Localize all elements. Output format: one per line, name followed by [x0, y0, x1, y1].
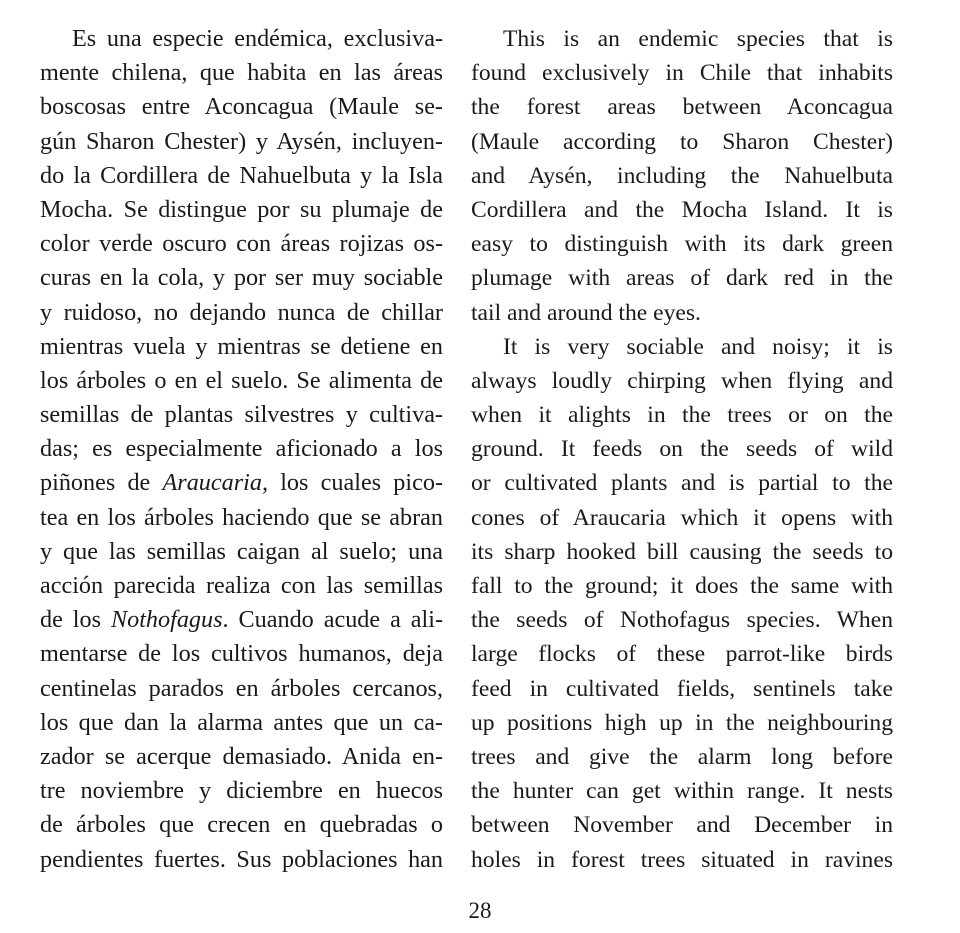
text-line: and Aysén, including the Nahuelbuta: [471, 162, 893, 189]
text-line: the forest areas between Aconcagua: [471, 94, 893, 121]
text-line: between November and December in: [471, 812, 893, 839]
text-line: holes in forest trees situated in ravines: [471, 846, 893, 873]
text-line: ground. It feeds on the seeds of wild: [471, 436, 893, 463]
text-line: cones of Araucaria which it opens with: [471, 504, 893, 531]
text-line: the hunter can get within range. It nests: [471, 778, 893, 805]
text-line: up positions high up in the neighbouring: [471, 709, 893, 736]
text-line: fall to the ground; it does the same with: [471, 573, 893, 599]
text-line: curas en la cola, y por ser muy sociable: [40, 264, 443, 292]
text-line: mente chilena, que habita en las áreas: [40, 59, 443, 87]
text-line: (Maule according to Sharon Chester): [471, 128, 893, 155]
text-line: trees and give the alarm long before: [471, 743, 893, 770]
text-line: plumage with areas of dark red in the: [471, 265, 893, 292]
text-line: feed in cultivated fields, sentinels take: [471, 675, 893, 702]
italic-genus-name: Araucaria,: [162, 469, 268, 497]
text-line: or cultivated plants and is partial to the: [471, 470, 893, 497]
text-line: pendientes fuertes. Sus poblaciones han: [40, 845, 443, 873]
text-line: the seeds of Nothofagus species. When: [471, 607, 893, 634]
text-line: Es una especie endémica, exclusiva-: [72, 25, 443, 52]
text-run: los cuales pico-: [268, 469, 444, 497]
text-line: tea en los árboles haciendo que se abran: [40, 503, 443, 531]
text-line: gún Sharon Chester) y Aysén, incluyen-: [40, 127, 443, 155]
text-line: large flocks of these parrot-like birds: [471, 641, 893, 668]
text-line: do la Cordillera de Nahuelbuta y la Isla: [40, 161, 443, 189]
text-run: . Cuando acude a ali-: [222, 606, 443, 634]
text-line: centinelas parados en árboles cercanos,: [40, 674, 443, 702]
english-text-column: [471, 22, 893, 877]
text-line: y que las semillas caigan al suelo; una: [40, 537, 443, 565]
text-line: Cordillera and the Mocha Island. It is: [471, 196, 893, 223]
text-line: acción parecida realiza con las semillas: [40, 572, 443, 599]
text-line: tre noviembre y diciembre en huecos: [40, 777, 443, 805]
text-line: semillas de plantas silvestres y cultiva-: [40, 401, 443, 429]
text-line: das; es especialmente aficionado a los: [40, 435, 443, 463]
text-line: its sharp hooked bill causing the seeds to: [471, 538, 893, 565]
text-line: It is very sociable and noisy; it is: [503, 333, 893, 360]
text-line: color verde oscuro con áreas rojizas os-: [40, 230, 443, 258]
text-line: always loudly chirping when flying and: [471, 367, 893, 394]
text-line-with-italic: [40, 466, 443, 500]
page-number: 28: [468, 898, 492, 923]
text-line: los que dan la alarma antes que un ca-: [40, 708, 443, 736]
text-run: de los: [40, 606, 111, 634]
text-line: zador se acerque demasiado. Anida en-: [40, 742, 443, 770]
text-line: mentarse de los cultivos humanos, deja: [40, 640, 443, 668]
text-line: los árboles o en el suelo. Se alimenta de: [40, 366, 443, 394]
italic-genus-name: Nothofagus: [110, 606, 223, 634]
text-line: easy to distinguish with its dark green: [471, 231, 893, 258]
text-line: This is an endemic species that is: [503, 26, 893, 52]
text-line: found exclusively in Chile that inhabits: [471, 60, 893, 87]
text-line: y ruidoso, no dejando nunca de chillar: [40, 298, 443, 326]
text-line-with-italic: [40, 603, 443, 637]
text-run: piñones de: [40, 469, 163, 497]
text-line: mientras vuela y mientras se detiene en: [40, 332, 443, 360]
spanish-text-column: [40, 22, 443, 877]
text-line: boscosas entre Aconcagua (Maule se-: [40, 93, 443, 121]
text-line: when it alights in the trees or on the: [471, 402, 893, 429]
text-line: tail and around the eyes.: [471, 299, 701, 326]
text-line: Mocha. Se distingue por su plumaje de: [40, 195, 443, 223]
text-line: de árboles que crecen en quebradas o: [40, 811, 443, 839]
